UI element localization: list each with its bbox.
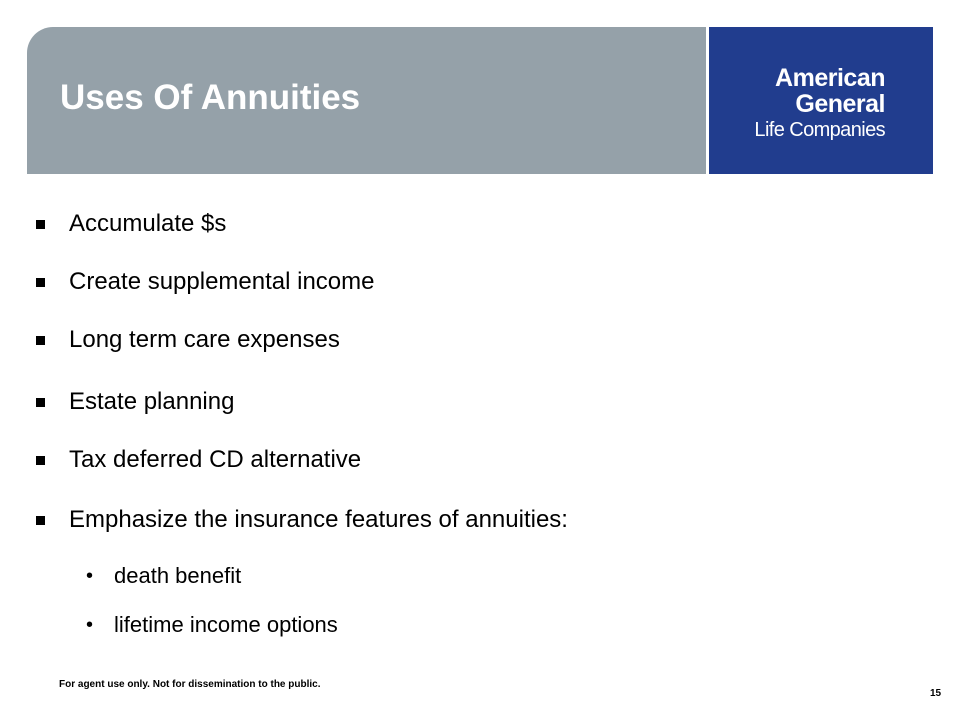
sub-bullet-text: lifetime income options: [114, 612, 338, 637]
square-bullet-icon: [36, 336, 45, 345]
logo-line-life-companies: Life Companies: [754, 119, 885, 141]
bullet-text: Tax deferred CD alternative: [69, 446, 362, 473]
bullet-item: [36, 209, 226, 239]
bullet-text: Emphasize the insurance features of annuities:: [69, 506, 568, 533]
square-bullet-icon: [36, 278, 45, 287]
american-general-logo: [709, 27, 933, 174]
dot-bullet-icon: •: [86, 614, 94, 636]
footer-disclaimer: For agent use only. Not for dissemination to the public.: [59, 679, 321, 690]
logo-line-general: General: [795, 90, 885, 118]
bullet-item: [36, 505, 568, 535]
square-bullet-icon: [36, 398, 45, 407]
bullet-item: [36, 445, 361, 475]
sub-bullet-item: [86, 562, 241, 590]
bullet-text: Create supplemental income: [69, 268, 375, 295]
square-bullet-icon: [36, 220, 45, 229]
bullet-item: [36, 267, 375, 297]
square-bullet-icon: [36, 516, 45, 525]
sub-bullet-item: [86, 611, 338, 639]
bullet-text: Accumulate $s: [69, 210, 227, 237]
dot-bullet-icon: •: [86, 565, 94, 587]
square-bullet-icon: [36, 456, 45, 465]
bullet-text: Long term care expenses: [69, 326, 340, 353]
slide-title: Uses Of Annuities: [60, 78, 361, 117]
logo-line-american: American: [775, 64, 885, 92]
sub-bullet-text: death benefit: [114, 563, 242, 588]
page-number: 15: [930, 688, 942, 699]
bullet-item: [36, 325, 340, 355]
bullet-item: [36, 387, 234, 417]
bullet-text: Estate planning: [69, 388, 235, 415]
